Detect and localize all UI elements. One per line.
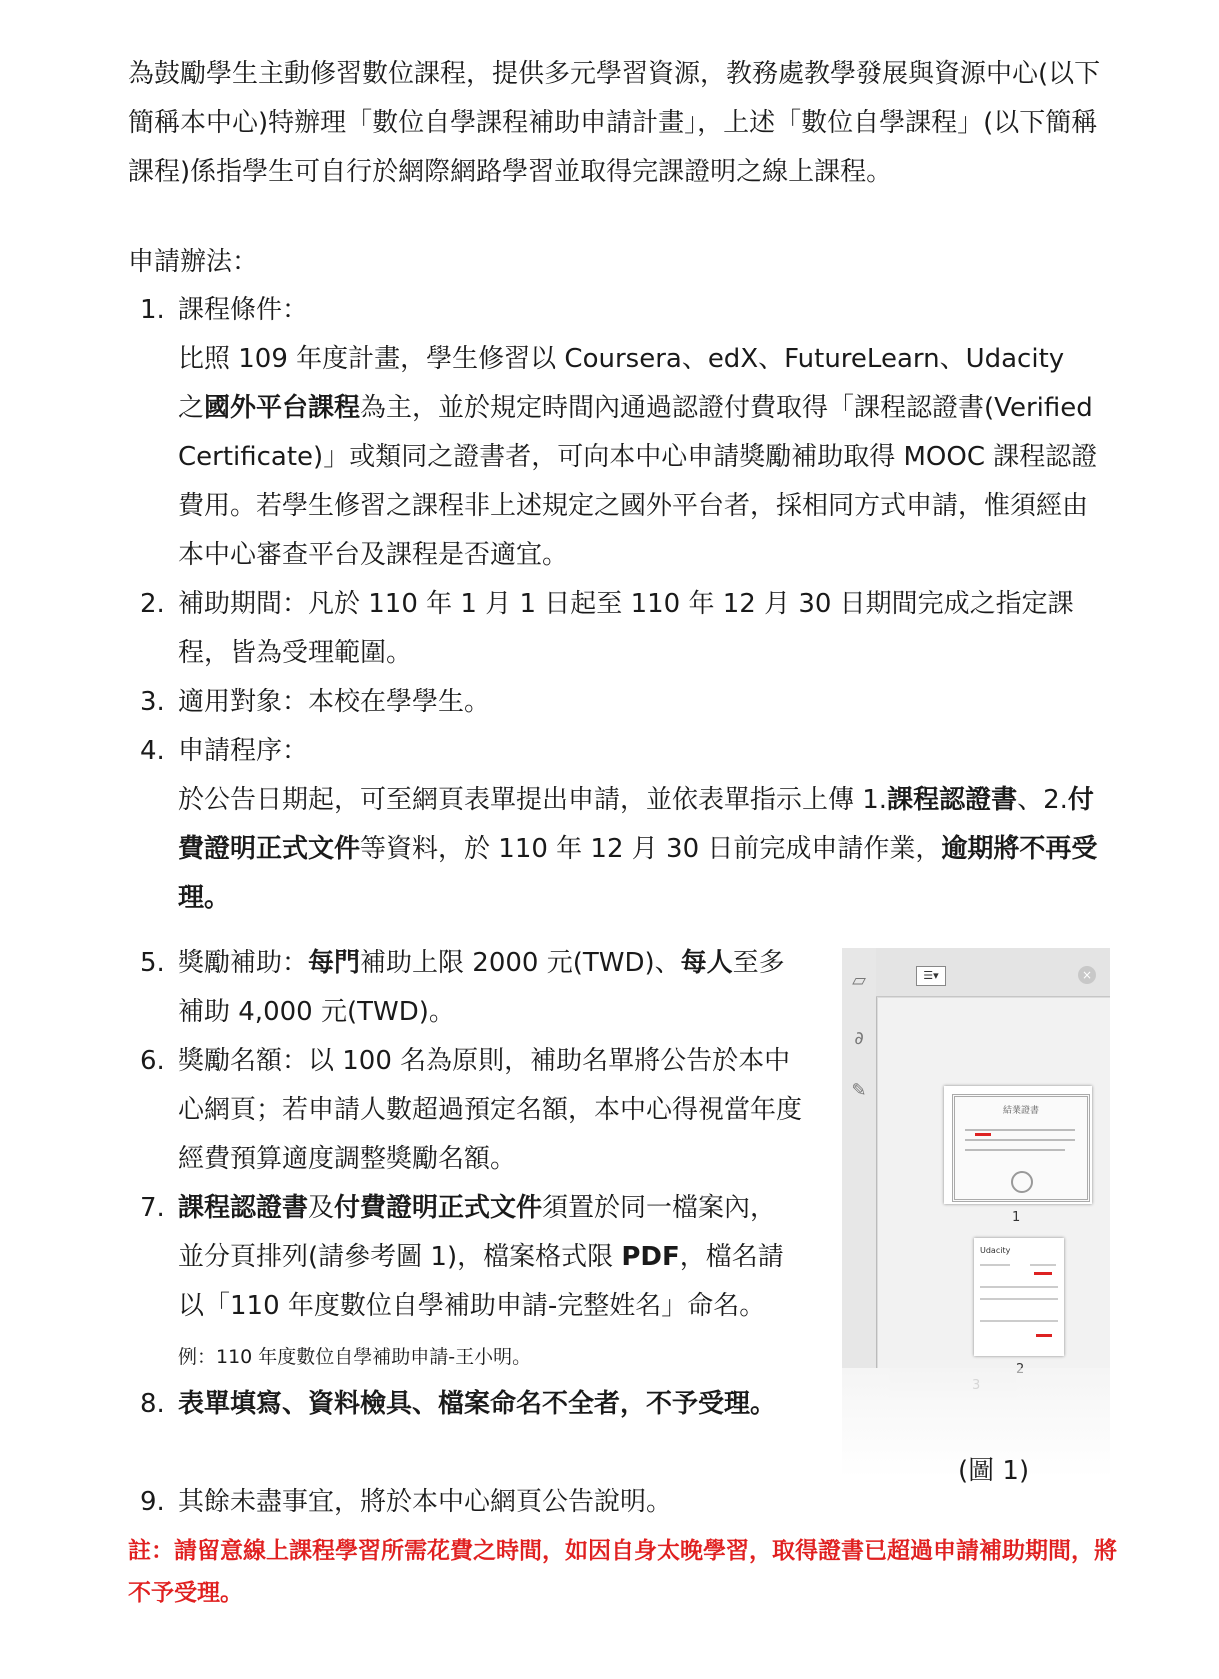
item-1-text: 比照 109 年度計畫，學生修習以 Coursera、edX、FutureLearn、Udacity 之國外平台課程為主，並於規定時間內通過認證付費取得「課程認證書(Verified Certificate)」或類同之證書者，可向本中心申請獎勵補助取得 MOOC 課程認證費用。若學生修習之課程非上述規定之國外平台者，採相同方式申請，惟須經由本中心審查平台及課程是否適宜。 xyxy=(178,344,1098,570)
page-number-1: 1 xyxy=(1012,1210,1021,1225)
udacity-logo: Udacity xyxy=(980,1246,1011,1255)
certificate-title: 結業證書 xyxy=(1002,1106,1039,1116)
intro-paragraph: 為鼓勵學生主動修習數位課程，提供多元學習資源，教務處教學發展與資源中心(以下簡稱本中心)特辦理「數位自學課程補助申請計畫」，上述「數位自學課程」(以下簡稱課程)係指學生可自行於網際網路學習並取得完課證明之線上課程。 xyxy=(128,59,1101,187)
list-item-1: 1. 課程條件： 比照 109 年度計畫，學生修習以 Coursera、edX、FutureLearn、Udacity 之國外平台課程為主，並於規定時間內通過認證付費取得「課程認證書(Verified Certificate)」或類同之證書者，可向本中心申請獎勵補助取得 MOOC 課程認證費用。若學生修習之課程非上述規定之國外平台者，採相同方式申請，惟須經由本中心審查平台及課程是否適宜。 xyxy=(140,286,1100,546)
figure-toolbar xyxy=(876,948,1110,997)
item-4-label: 申請程序： xyxy=(178,736,309,766)
certificate-image xyxy=(952,1094,1090,1202)
method-heading: 申請辦法： xyxy=(128,247,259,277)
red-note: 註：請留意線上課程學習所需花費之時間，如因自身太晚學習，取得證書已超過申請補助期間，將不予受理。 xyxy=(128,1538,1117,1606)
close-icon: × xyxy=(1078,966,1096,984)
thumbnails-icon: ☰▾ xyxy=(916,966,946,986)
figure-thumbnail-panel xyxy=(878,998,1110,1368)
attachment-icon: ∂ xyxy=(854,1028,864,1049)
bookmark-icon: ▱ xyxy=(852,970,866,991)
page-number-3-reflection: 3 xyxy=(972,1378,981,1393)
figure-caption: (圖 1) xyxy=(958,1456,1030,1486)
item-4-text: 於公告日期起，可至網頁表單提出申請，並依表單指示上傳 1.課程認證書、2.付費證明正式文件等資料，於 110 年 12 月 30 日前完成申請作業，逾期將不再受理。 xyxy=(178,785,1098,913)
item-1-label: 課程條件： xyxy=(178,295,309,325)
signature-icon: ✎ xyxy=(851,1080,867,1101)
figure-pdf-thumbnails xyxy=(842,948,1110,1368)
thumbnail-page-1 xyxy=(944,1086,1092,1204)
thumbnail-page-2 xyxy=(974,1238,1064,1356)
figure-side-toolbar xyxy=(842,948,877,1368)
